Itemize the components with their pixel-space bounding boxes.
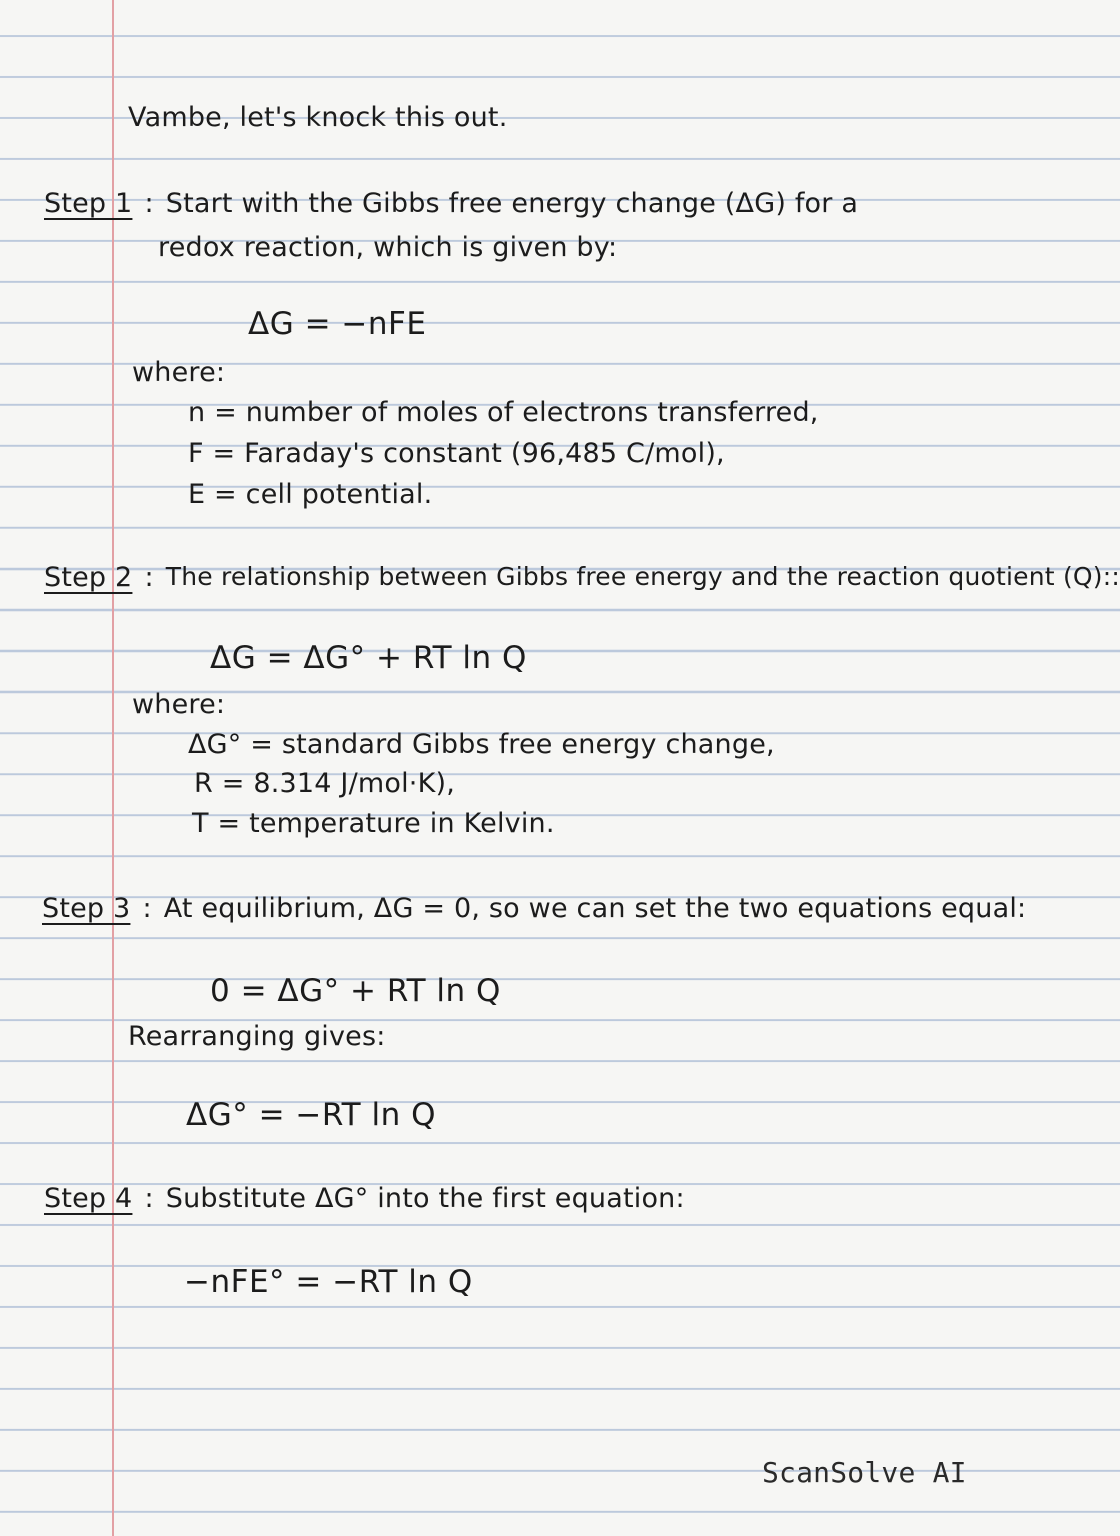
step-1-where: where: xyxy=(132,357,226,388)
step-3-header xyxy=(42,893,1026,924)
step-4-header xyxy=(44,1183,685,1214)
step-3-label: Step 3 xyxy=(42,893,131,924)
step-2-text: The relationship between Gibbs free energy and the reaction quotient (Q):: xyxy=(165,562,1120,591)
step-1-text: Start with the Gibbs free energy change (ΔG) for a xyxy=(165,188,859,219)
step-1-def-f: F = Faraday's constant (96,485 C/mol), xyxy=(188,438,725,469)
step-4-equation: −nFE° = −RT ln Q xyxy=(184,1264,473,1300)
step-2-colon: : xyxy=(144,562,154,593)
step-3-rearranging: Rearranging gives: xyxy=(128,1021,386,1052)
step-3-equation: 0 = ΔG° + RT ln Q xyxy=(210,973,501,1009)
step-1-colon: : xyxy=(144,188,154,219)
step-2-def-r: R = 8.314 J/mol·K), xyxy=(194,768,456,799)
step-2-where: where: xyxy=(132,689,226,720)
brand-signature: ScanSolve AI xyxy=(762,1456,967,1489)
step-3-text: At equilibrium, ΔG = 0, so we can set the two equations equal: xyxy=(163,893,1027,924)
step-1-header xyxy=(44,188,858,219)
step-4-colon: : xyxy=(144,1183,154,1214)
step-1-def-n: n = number of moles of electrons transferred, xyxy=(188,397,819,428)
greeting: Vambe, let's knock this out. xyxy=(128,102,508,133)
margin-line xyxy=(112,0,114,1536)
step-3-equation-rearranged: ΔG° = −RT ln Q xyxy=(186,1097,436,1133)
step-2-label: Step 2 xyxy=(44,562,133,593)
step-2-header xyxy=(44,562,1120,593)
step-3-colon: : xyxy=(142,893,152,924)
step-1-def-e: E = cell potential. xyxy=(188,479,433,510)
step-1-text-continued: redox reaction, which is given by: xyxy=(158,232,618,263)
step-1-equation: ΔG = −nFE xyxy=(248,306,427,342)
step-2-def-delta-g0: ΔG° = standard Gibbs free energy change, xyxy=(188,729,775,760)
step-2-def-t: T = temperature in Kelvin. xyxy=(192,808,555,839)
step-4-label: Step 4 xyxy=(44,1183,133,1214)
step-4-text: Substitute ΔG° into the first equation: xyxy=(165,1183,685,1214)
step-2-equation: ΔG = ΔG° + RT ln Q xyxy=(210,640,527,676)
step-1-label: Step 1 xyxy=(44,188,133,219)
